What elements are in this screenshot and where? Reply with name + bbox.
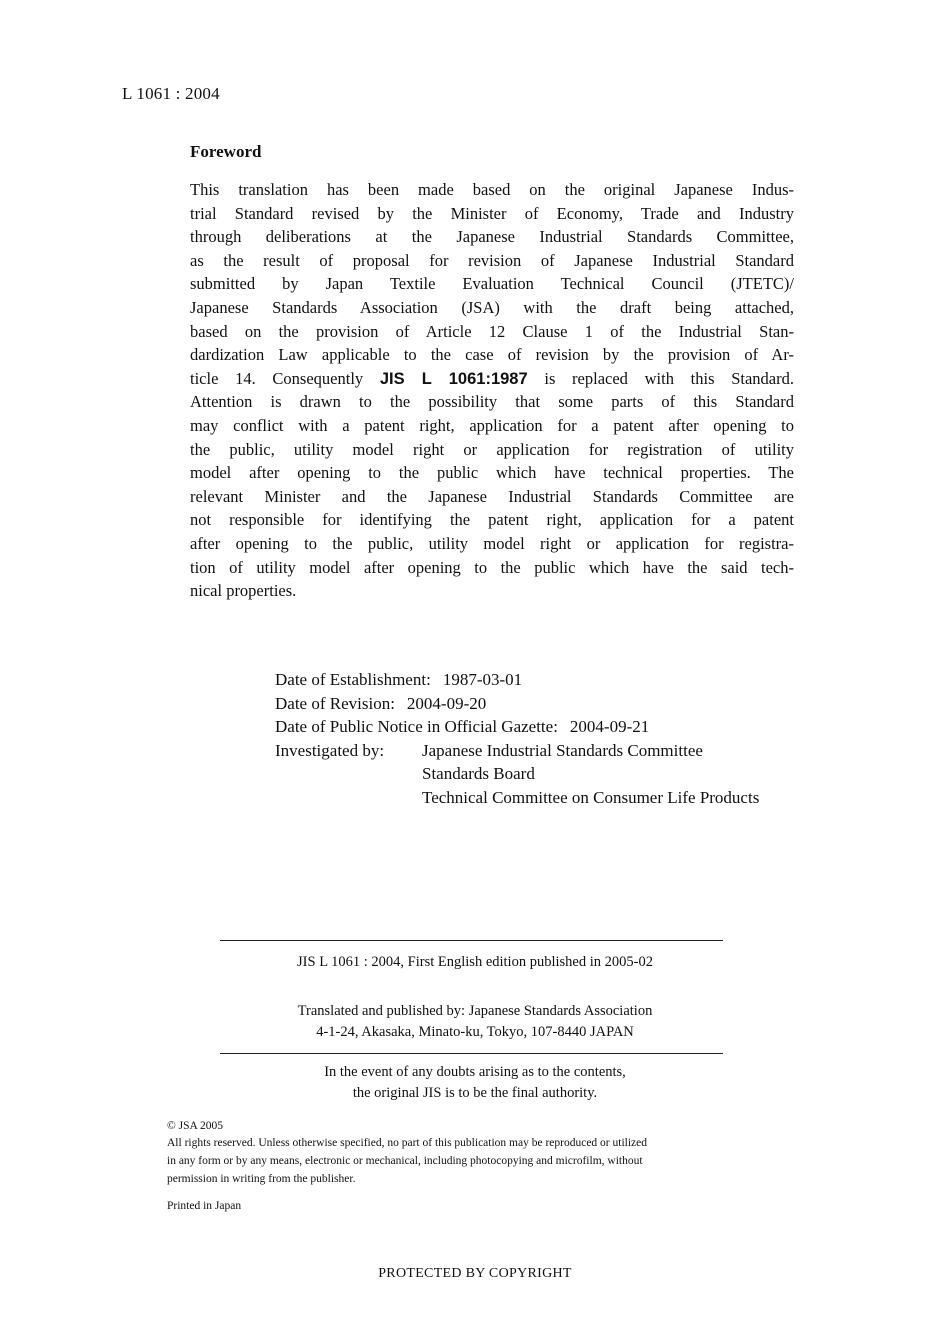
revision-value: 2004-09-20 bbox=[406, 693, 487, 713]
foreword-line: model after opening to the public which have technical properties. The bbox=[190, 463, 794, 483]
revision-label: Date of Revision: bbox=[275, 693, 395, 713]
copyright-holder: © JSA 2005 bbox=[167, 1120, 224, 1132]
establishment-row bbox=[275, 668, 649, 692]
replacement-text-before: ticle 14. Consequently bbox=[190, 368, 380, 388]
foreword-line: dardization Law applicable to the case of revision by the provision of Ar- bbox=[190, 345, 794, 365]
foreword-line: relevant Minister and the Japanese Industrial Standards Committee are bbox=[190, 486, 794, 506]
foreword-line-replacement bbox=[190, 367, 794, 391]
printed-in: Printed in Japan bbox=[167, 1200, 242, 1212]
investigated-item: Standards Board bbox=[422, 764, 535, 783]
edition-line: JIS L 1061 : 2004, First English edition published in 2005-02 bbox=[297, 954, 653, 970]
rights-line: permission in writing from the publisher. bbox=[167, 1173, 356, 1185]
address-line: 4-1-24, Akasaka, Minato-ku, Tokyo, 107-8440 JAPAN bbox=[316, 1024, 634, 1040]
foreword-line: may conflict with a patent right, application for a patent after opening to bbox=[190, 415, 794, 435]
replacement-text-after: is replaced with this Standard. bbox=[527, 368, 794, 388]
gazette-row bbox=[275, 715, 649, 739]
foreword-line: submitted by Japan Textile Evaluation Technical Council (JTETC)/ bbox=[190, 274, 794, 294]
revision-row bbox=[275, 692, 649, 716]
investigated-item: Technical Committee on Consumer Life Products bbox=[422, 787, 760, 807]
foreword-line: This translation has been made based on the original Japanese Indus- bbox=[190, 180, 794, 199]
investigated-list bbox=[422, 739, 759, 810]
foreword-line: through deliberations at the Japanese Industrial Standards Committee, bbox=[190, 227, 794, 247]
replaced-standard-code: JIS L 1061:1987 bbox=[379, 369, 528, 388]
foreword-title: Foreword bbox=[190, 142, 262, 161]
gazette-value: 2004-09-21 bbox=[569, 717, 650, 736]
divider-bottom bbox=[220, 1053, 723, 1054]
foreword-body bbox=[190, 178, 794, 603]
investigated-label: Investigated by: bbox=[275, 740, 385, 760]
authority-line-2: the original JIS is to be the final authority. bbox=[352, 1085, 598, 1101]
foreword-line: tion of utility model after opening to the public which have the said tech- bbox=[190, 557, 794, 577]
establishment-label: Date of Establishment: bbox=[275, 670, 431, 689]
foreword-line: based on the provision of Article 12 Clause 1 of the Industrial Stan- bbox=[190, 321, 794, 341]
foreword-line: after opening to the public, utility model right or application for registra- bbox=[190, 533, 794, 553]
foreword-line: the public, utility model right or application for registration of utility bbox=[190, 439, 794, 459]
copyright-footer: PROTECTED BY COPYRIGHT bbox=[378, 1266, 572, 1281]
foreword-line: Japanese Standards Association (JSA) with the draft being attached, bbox=[190, 297, 794, 317]
foreword-line: Attention is drawn to the possibility that some parts of this Standard bbox=[190, 392, 794, 412]
authority-line-1: In the event of any doubts arising as to the contents, bbox=[324, 1064, 626, 1080]
divider-top bbox=[220, 940, 723, 941]
foreword-line: as the result of proposal for revision of Japanese Industrial Standard bbox=[190, 250, 794, 270]
dates-block bbox=[275, 668, 760, 807]
establishment-value: 1987-03-01 bbox=[442, 670, 523, 689]
foreword-line: not responsible for identifying the patent right, application for a patent bbox=[190, 510, 794, 530]
foreword-line: trial Standard revised by the Minister of Economy, Trade and Industry bbox=[190, 203, 794, 223]
document-code: L 1061 : 2004 bbox=[122, 84, 220, 103]
publisher-line: Translated and published by: Japanese Standards Association bbox=[297, 1003, 653, 1019]
rights-line: in any form or by any means, electronic or mechanical, including photocopying and microfilm, without bbox=[167, 1155, 643, 1167]
gazette-label: Date of Public Notice in Official Gazette: bbox=[275, 717, 558, 736]
foreword-line: nical properties. bbox=[190, 581, 297, 601]
rights-line: All rights reserved. Unless otherwise specified, no part of this publication may be reproduced or utilized bbox=[167, 1137, 647, 1149]
investigated-item: Japanese Industrial Standards Committee bbox=[422, 740, 703, 760]
